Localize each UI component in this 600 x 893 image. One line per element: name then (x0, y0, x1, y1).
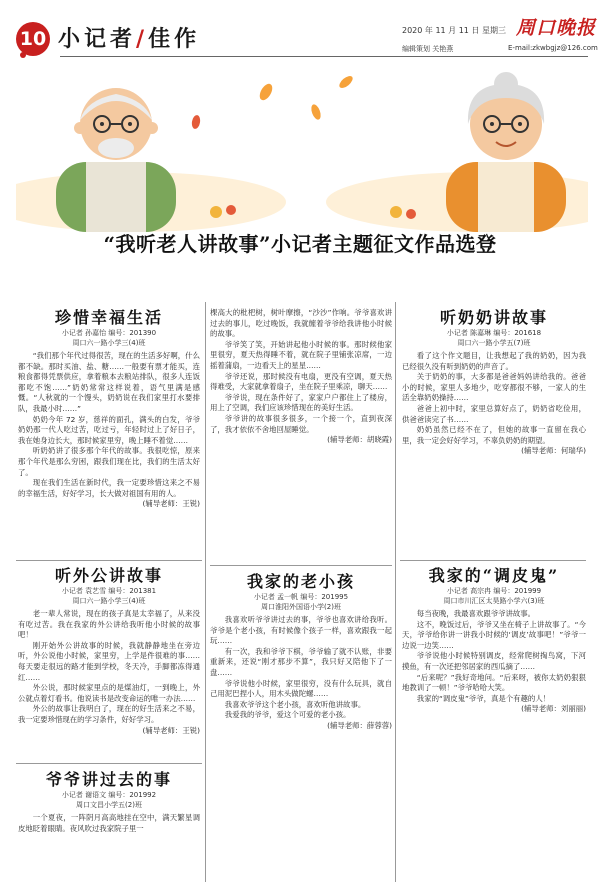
article-body (402, 351, 586, 446)
article-paragraph: 老一辈人常说，现在的孩子真是太幸福了，从来没有吃过苦。我在我家的外公讲给我听他小时候的故事吧！ (18, 609, 200, 640)
article-teacher: (辅导老师：王锐) (142, 725, 200, 735)
article-body (210, 615, 392, 721)
row-divider (210, 565, 392, 566)
article-body (18, 351, 200, 499)
section-separator: / (136, 26, 149, 52)
article-paragraph: 每当夜晚，我最喜欢跟爷爷讲故事。 (416, 609, 536, 618)
article-school: 周口六一路小学五(7)班 (457, 339, 531, 347)
newspaper-logo: 周口晚报 (516, 17, 597, 39)
article-byline: 小记者 孙嘉怡 编号：201390 (61, 329, 157, 337)
article-body (402, 609, 586, 704)
article-paragraph: 爷爷笑了笑，开始讲起他小时候的事。那时候他家里很穷，夏天热得睡不着，就在院子里铺张凉席，一边摇着蒲扇，一边看天上的星星…… (210, 339, 392, 370)
section-title (58, 22, 200, 53)
section-name: 小记者 (58, 26, 137, 52)
article-naughty-grandpa (402, 566, 586, 715)
article-teacher: (辅导老师：刘丽丽) (521, 704, 586, 714)
article-paragraph: 奶奶今年 72 岁，慈祥的面孔，满头的白发，爷爷奶奶那一代人吃过苦，吃过亏，年轻时过上了好日子，我在她身边长大，那时候家里穷，晚上睡不着觉…… (18, 414, 200, 445)
article-paragraph: 爸爸上初中时，家里总算好点了，奶奶省吃俭用，供爸爸读完了书…… (402, 403, 586, 424)
article-school: 周口文昌小学五(2)班 (76, 801, 142, 809)
article-paragraph: “我们那个年代过得很苦，现在的生活多好啊，什么都不缺。那时买油、盐、糖……一般要有票才能买，连粮食都得凭票供应，拿着粮本去粮站排队，很多人连饭都吃不饱……”奶奶常常这样说着，语气里满是感慨。“人秋就的一个馒头，奶奶说在我们家里打水要排队，我最小时……” (18, 351, 200, 413)
article-title: 珍惜幸福生活 (54, 308, 163, 327)
article-paragraph: 爷爷说，现在条件好了，家家户户都住上了楼房，用上了空调，我们应该珍惜现在的美好生活。 (210, 392, 392, 413)
illustration-svg (16, 62, 588, 232)
section-name-2: 佳作 (148, 26, 201, 52)
article-byline: 小记者 袁艺雪 编号：201381 (61, 587, 157, 595)
article-school: 周口淮阳外国语小学(2)班 (261, 603, 341, 611)
article-paragraph: 有一次，我和爷爷下棋，爷爷输了就不认账，非要重新来，还说“刚才那步不算”，我只好又陪他下了一盘…… (210, 646, 392, 677)
contact-email: E-mail:zkwbgjz@126.com (508, 44, 598, 52)
header-divider (60, 56, 588, 57)
article-title: 爷爷讲过去的事 (45, 770, 172, 789)
article-paragraph: 爷爷讲的故事很多很多，一个接一个，直到夜深了，我才依依不舍地回屋睡觉。 (210, 413, 392, 434)
article-paragraph: 我爱我的爷爷，爱这个可爱的老小孩。 (224, 710, 351, 720)
article-paragraph: 外公的故事让我明白了，现在的好生活来之不易，我一定要珍惜现在的学习条件，好好学习。 (18, 704, 200, 724)
article-body (210, 308, 392, 435)
article-title: 听外公讲故事 (54, 566, 163, 585)
article-school: 周口六一路小学三(4)班 (72, 339, 146, 347)
row-divider (16, 560, 202, 561)
column-divider (395, 302, 396, 882)
article-title: 我家的“调皮鬼” (428, 566, 560, 585)
row-divider (400, 560, 586, 561)
article-old-kid (210, 572, 392, 732)
editor-credit: 编辑策划 关艳燕 (402, 45, 454, 53)
article-paragraph: 现在我们生活在新时代，我一定要珍惜这来之不易的幸福生活，好好学习，长大做对祖国有用的人。 (18, 478, 200, 498)
article-school: 周口市川汇区太昊路小学六(3)班 (443, 597, 545, 605)
article-paragraph: 关于奶奶的事，大多都是爸爸妈妈讲给我的。爸爸小的时候，家里人多地少，吃穿都很不够，一家人的生活全靠奶奶操持…… (402, 372, 586, 403)
article-paragraph: 我家的“调皮鬼”爷爷，真是个有趣的人！ (416, 693, 551, 703)
article-paragraph: 我喜欢爷爷这个老小孩，喜欢听他讲故事。 (224, 699, 366, 709)
page-headline: “我听老人讲故事”小记者主题征文作品选登 (103, 232, 497, 256)
issue-date: 2020 年 11 月 11 日 星期三 (402, 26, 506, 35)
article-paragraph: “后来呢？”我好奇地问。“后来呀，被你太奶奶狠狠地教训了一顿！”爷爷哈哈大笑。 (402, 672, 586, 693)
article-title: 听奶奶讲故事 (439, 308, 548, 327)
article-title: 我家的老小孩 (246, 572, 355, 591)
article-byline: 小记者 谢语文 编号：201992 (61, 791, 157, 799)
article-paragraph: 爷爷说他小时候，家里很穷，没有什么玩具，就自己用泥巴捏小人，用木头做陀螺…… (210, 678, 392, 699)
article-teacher: (辅导老师：何瑞华) (521, 446, 586, 456)
article-paragraph: 奶奶虽然已经不在了，但她的故事一直留在我心里，我一定会好好学习，不辜负奶奶的期望。 (402, 425, 586, 445)
article-paragraph: 听奶奶讲了很多那个年代的故事。我很吃惊，原来那个年代是那么穷困，跟我们现在比，我们的生活太好了。 (18, 446, 200, 477)
article-paragraph: 爷爷说他小时候特别调皮，经常爬树掏鸟窝，下河摸鱼，有一次还把邻居家的西瓜摘了…… (402, 651, 586, 671)
article-school: 周口六一路小学三(4)班 (72, 597, 146, 605)
article-byline: 小记者 陈嘉琳 编号：201618 (446, 329, 542, 337)
article-teacher: (辅导老师：胡晓霞) (327, 435, 392, 445)
article-byline: 小记者 高宗冉 编号：201999 (446, 587, 542, 595)
article-paragraph: 这不，晚饭过后，爷爷又坐在椅子上讲故事了。“今天，爷爷给你讲一讲我小时候的‘调皮’故事吧！”爷爷一边说一边笑…… (402, 619, 586, 650)
article-paragraph: 棵高大的枇杷树，树叶摩擦，“沙沙”作响。爷爷喜欢讲过去的事儿，吃过晚饭，我就缠着爷爷给我讲他小时候的故事。 (210, 308, 392, 339)
article-teacher: (辅导老师：王锐) (142, 499, 200, 509)
article-paragraph: 爷爷还说，那时候没有电扇，更没有空调，夏天热得难受，大家就拿着扇子，坐在院子里乘凉，聊天…… (210, 371, 392, 392)
article-paragraph: 一个夏夜，一阵阴月高高地挂在空中，满天繁星调皮地眨着眼睛。夜风吹过我家院子里一 (18, 813, 200, 833)
article-grandpa-story (18, 566, 200, 736)
article-body (18, 813, 200, 834)
page-number-badge: 10 (16, 22, 50, 56)
article-grandpa-past-continued (210, 308, 392, 446)
article-paragraph: 我喜欢听爷爷讲过去的事，爷爷也喜欢讲给我听。爷爷是个老小孩，有时候像个孩子一样，喜欢跟我一起玩…… (210, 615, 392, 646)
column-divider (205, 302, 206, 882)
article-paragraph: 外公说，那时候家里点的是煤油灯，一到晚上，外公就点着灯看书。他说读书是改变命运的唯一办法…… (18, 683, 200, 703)
article-paragraph: 刚开始外公讲故事的时候，我就静静地坐在旁边听，外公说他小时候，家里穷，上学是件很难的事……每天要走很远的路才能到学校，冬天冷，手脚都冻得通红…… (18, 640, 200, 682)
article-body (18, 609, 200, 726)
row-divider (16, 763, 202, 764)
article-grandpa-past (18, 770, 200, 834)
article-cherish-happy-life (18, 308, 200, 510)
article-teacher: (辅导老师：薛蓉蓉) (327, 720, 392, 730)
article-grandma-story (402, 308, 586, 457)
article-byline: 小记者 孟一帆 编号：201995 (253, 593, 349, 601)
article-paragraph: 看了这个作文题目，让我想起了我的奶奶，因为我已经很久没有听到奶奶的声音了。 (402, 351, 586, 371)
